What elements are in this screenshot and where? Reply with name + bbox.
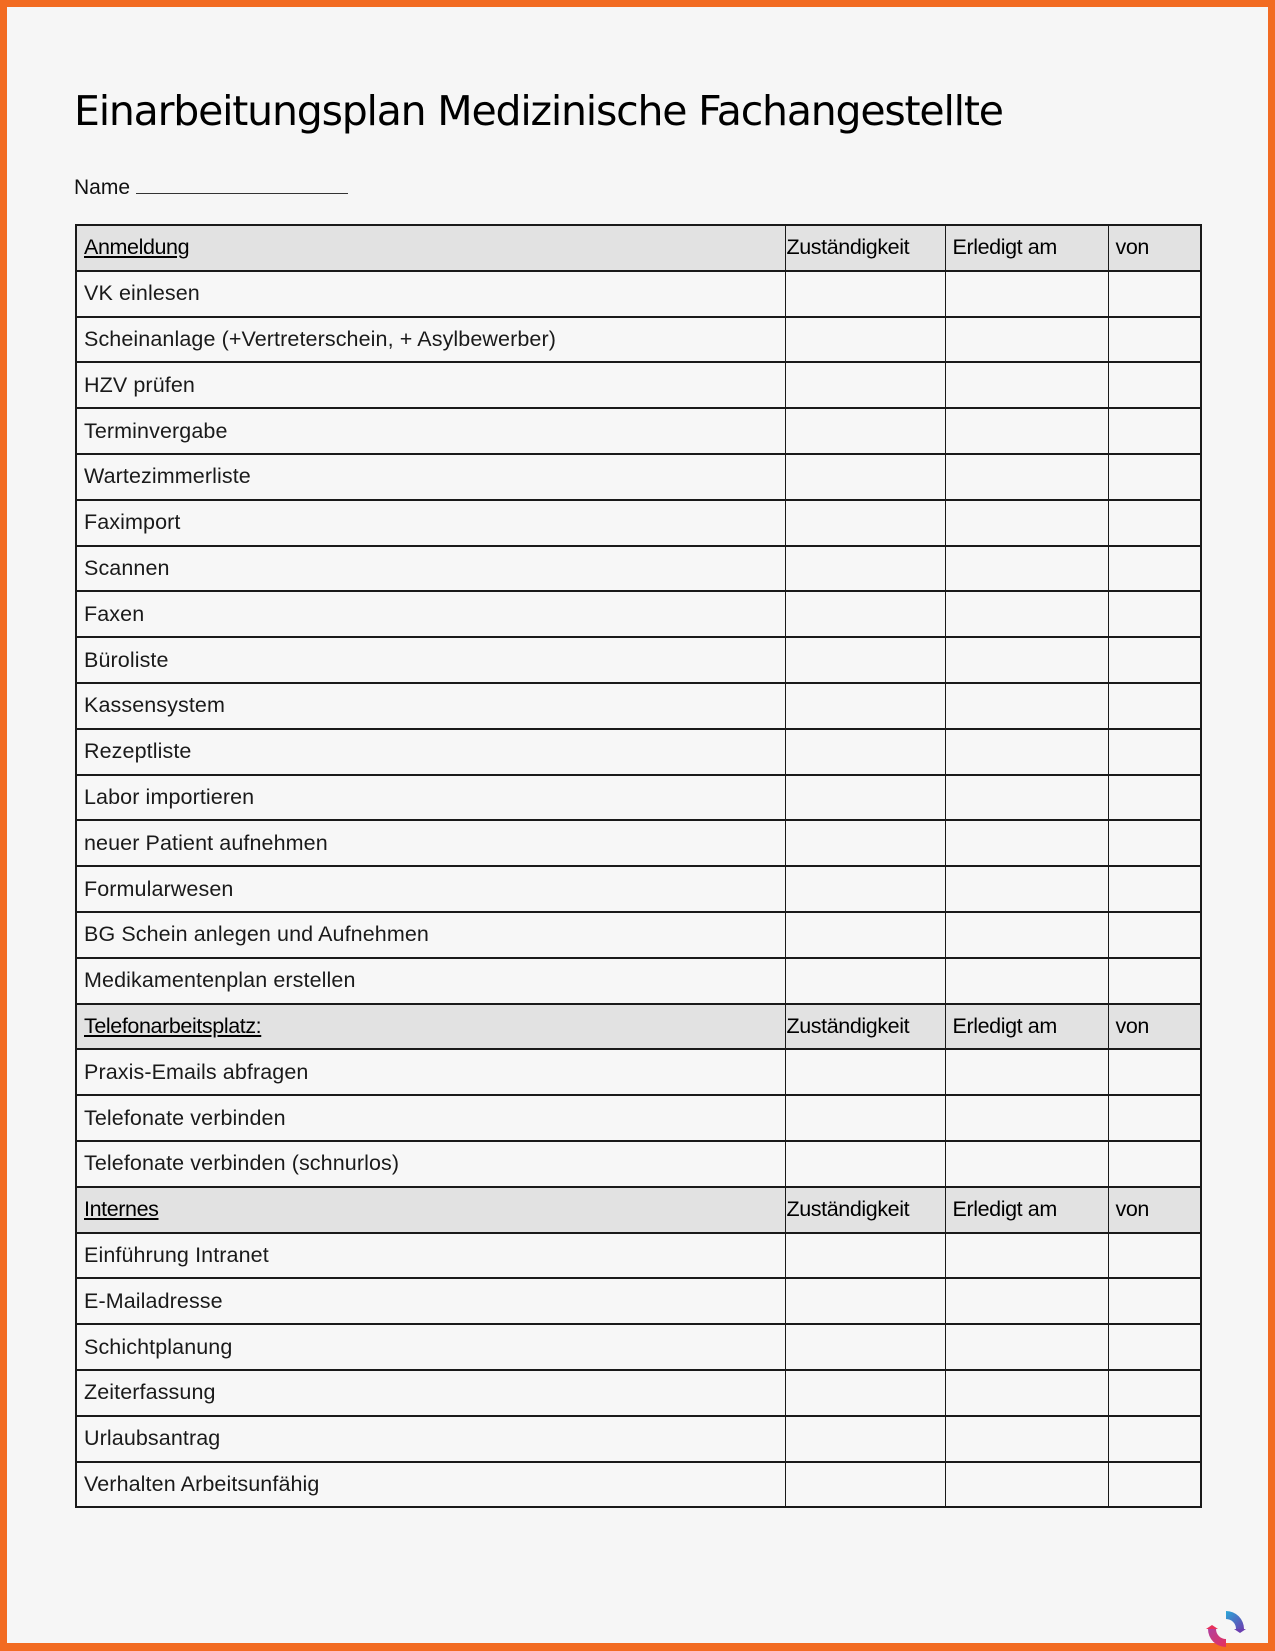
completed-by-cell[interactable] bbox=[1108, 866, 1201, 912]
responsibility-cell[interactable] bbox=[785, 1278, 945, 1324]
responsibility-cell[interactable] bbox=[785, 866, 945, 912]
table-row bbox=[76, 958, 1201, 1004]
section-header-row bbox=[76, 225, 1201, 271]
document-title: Einarbeitungsplan Medizinische Fachangestellte bbox=[74, 87, 1003, 135]
completed-date-cell[interactable] bbox=[945, 1141, 1108, 1187]
task-label: Faxen bbox=[76, 591, 785, 637]
completed-by-cell[interactable] bbox=[1108, 500, 1201, 546]
name-label: Name bbox=[74, 176, 131, 199]
completed-by-cell[interactable] bbox=[1108, 546, 1201, 592]
task-label: VK einlesen bbox=[76, 271, 785, 317]
table-row bbox=[76, 1141, 1201, 1187]
completed-by-cell[interactable] bbox=[1108, 591, 1201, 637]
responsibility-cell[interactable] bbox=[785, 500, 945, 546]
onboarding-table bbox=[75, 224, 1202, 1508]
task-label: Büroliste bbox=[76, 637, 785, 683]
task-label: E-Mailadresse bbox=[76, 1278, 785, 1324]
completed-by-cell[interactable] bbox=[1108, 729, 1201, 775]
table-row bbox=[76, 729, 1201, 775]
completed-date-cell[interactable] bbox=[945, 454, 1108, 500]
completed-by-cell[interactable] bbox=[1108, 1370, 1201, 1416]
completed-date-cell[interactable] bbox=[945, 1095, 1108, 1141]
completed-date-cell[interactable] bbox=[945, 271, 1108, 317]
section-heading: Anmeldung bbox=[76, 225, 785, 271]
task-label: neuer Patient aufnehmen bbox=[76, 820, 785, 866]
completed-date-cell[interactable] bbox=[945, 912, 1108, 958]
table-row bbox=[76, 500, 1201, 546]
task-label: Terminvergabe bbox=[76, 408, 785, 454]
table-row bbox=[76, 591, 1201, 637]
responsibility-cell[interactable] bbox=[785, 317, 945, 363]
task-label: Zeiterfassung bbox=[76, 1370, 785, 1416]
task-label: Verhalten Arbeitsunfähig bbox=[76, 1462, 785, 1508]
completed-by-cell[interactable] bbox=[1108, 775, 1201, 821]
responsibility-cell[interactable] bbox=[785, 454, 945, 500]
table-row bbox=[76, 1278, 1201, 1324]
section-heading: Telefonarbeitsplatz: bbox=[76, 1004, 785, 1050]
table-row bbox=[76, 271, 1201, 317]
task-label: Formularwesen bbox=[76, 866, 785, 912]
column-header-erledigt-am: Erledigt am bbox=[945, 225, 1108, 271]
completed-by-cell[interactable] bbox=[1108, 454, 1201, 500]
task-label: Rezeptliste bbox=[76, 729, 785, 775]
completed-date-cell[interactable] bbox=[945, 1049, 1108, 1095]
task-label: Telefonate verbinden bbox=[76, 1095, 785, 1141]
section-header-row bbox=[76, 1004, 1201, 1050]
task-label: Medikamentenplan erstellen bbox=[76, 958, 785, 1004]
table-row bbox=[76, 1095, 1201, 1141]
completed-by-cell[interactable] bbox=[1108, 958, 1201, 1004]
completed-date-cell[interactable] bbox=[945, 866, 1108, 912]
table-row bbox=[76, 408, 1201, 454]
completed-date-cell[interactable] bbox=[945, 591, 1108, 637]
table-row bbox=[76, 362, 1201, 408]
completed-date-cell[interactable] bbox=[945, 637, 1108, 683]
table-row bbox=[76, 866, 1201, 912]
responsibility-cell[interactable] bbox=[785, 546, 945, 592]
responsibility-cell[interactable] bbox=[785, 912, 945, 958]
table-row bbox=[76, 820, 1201, 866]
completed-date-cell[interactable] bbox=[945, 500, 1108, 546]
section-heading: Internes bbox=[76, 1187, 785, 1233]
completed-by-cell[interactable] bbox=[1108, 362, 1201, 408]
table-row bbox=[76, 1324, 1201, 1370]
responsibility-cell[interactable] bbox=[785, 1416, 945, 1462]
table-row bbox=[76, 912, 1201, 958]
column-header-von: von bbox=[1108, 1187, 1201, 1233]
completed-by-cell[interactable] bbox=[1108, 1416, 1201, 1462]
column-header-zustaendigkeit: Zuständigkeit bbox=[785, 225, 945, 271]
column-header-von: von bbox=[1108, 225, 1201, 271]
table-row bbox=[76, 1370, 1201, 1416]
task-label: Labor importieren bbox=[76, 775, 785, 821]
completed-date-cell[interactable] bbox=[945, 1370, 1108, 1416]
completed-date-cell[interactable] bbox=[945, 729, 1108, 775]
document-page bbox=[7, 7, 1268, 1643]
completed-by-cell[interactable] bbox=[1108, 317, 1201, 363]
task-label: Scannen bbox=[76, 546, 785, 592]
table-row bbox=[76, 1462, 1201, 1508]
completed-by-cell[interactable] bbox=[1108, 1462, 1201, 1508]
completed-date-cell[interactable] bbox=[945, 683, 1108, 729]
section-header-row bbox=[76, 1187, 1201, 1233]
responsibility-cell[interactable] bbox=[785, 683, 945, 729]
responsibility-cell[interactable] bbox=[785, 1324, 945, 1370]
responsibility-cell[interactable] bbox=[785, 591, 945, 637]
completed-by-cell[interactable] bbox=[1108, 271, 1201, 317]
task-label: Einführung Intranet bbox=[76, 1233, 785, 1279]
completed-date-cell[interactable] bbox=[945, 1416, 1108, 1462]
responsibility-cell[interactable] bbox=[785, 1233, 945, 1279]
task-label: HZV prüfen bbox=[76, 362, 785, 408]
completed-by-cell[interactable] bbox=[1108, 408, 1201, 454]
completed-date-cell[interactable] bbox=[945, 1233, 1108, 1279]
completed-date-cell[interactable] bbox=[945, 1324, 1108, 1370]
task-label: Praxis-Emails abfragen bbox=[76, 1049, 785, 1095]
column-header-zustaendigkeit: Zuständigkeit bbox=[785, 1187, 945, 1233]
completed-date-cell[interactable] bbox=[945, 317, 1108, 363]
responsibility-cell[interactable] bbox=[785, 1370, 945, 1416]
table-row bbox=[76, 775, 1201, 821]
completed-by-cell[interactable] bbox=[1108, 637, 1201, 683]
completed-by-cell[interactable] bbox=[1108, 912, 1201, 958]
responsibility-cell[interactable] bbox=[785, 271, 945, 317]
responsibility-cell[interactable] bbox=[785, 408, 945, 454]
completed-by-cell[interactable] bbox=[1108, 1141, 1201, 1187]
responsibility-cell[interactable] bbox=[785, 958, 945, 1004]
task-label: BG Schein anlegen und Aufnehmen bbox=[76, 912, 785, 958]
completed-by-cell[interactable] bbox=[1108, 1233, 1201, 1279]
table-row bbox=[76, 683, 1201, 729]
responsibility-cell[interactable] bbox=[785, 1049, 945, 1095]
responsibility-cell[interactable] bbox=[785, 775, 945, 821]
table-row bbox=[76, 1416, 1201, 1462]
table-row bbox=[76, 546, 1201, 592]
table-body bbox=[76, 225, 1201, 1507]
task-label: Urlaubsantrag bbox=[76, 1416, 785, 1462]
table-row bbox=[76, 637, 1201, 683]
completed-by-cell[interactable] bbox=[1108, 1278, 1201, 1324]
responsibility-cell[interactable] bbox=[785, 1462, 945, 1508]
task-label: Faximport bbox=[76, 500, 785, 546]
completed-date-cell[interactable] bbox=[945, 362, 1108, 408]
responsibility-cell[interactable] bbox=[785, 820, 945, 866]
completed-date-cell[interactable] bbox=[945, 775, 1108, 821]
table-row bbox=[76, 454, 1201, 500]
completed-by-cell[interactable] bbox=[1108, 1049, 1201, 1095]
responsibility-cell[interactable] bbox=[785, 637, 945, 683]
completed-by-cell[interactable] bbox=[1108, 683, 1201, 729]
column-header-erledigt-am: Erledigt am bbox=[945, 1187, 1108, 1233]
completed-date-cell[interactable] bbox=[945, 1462, 1108, 1508]
task-label: Schichtplanung bbox=[76, 1324, 785, 1370]
column-header-erledigt-am: Erledigt am bbox=[945, 1004, 1108, 1050]
circular-arrows-logo-icon bbox=[1204, 1607, 1248, 1651]
completed-by-cell[interactable] bbox=[1108, 1324, 1201, 1370]
completed-by-cell[interactable] bbox=[1108, 1095, 1201, 1141]
completed-by-cell[interactable] bbox=[1108, 820, 1201, 866]
task-label: Scheinanlage (+Vertreterschein, + Asylbewerber) bbox=[76, 317, 785, 363]
completed-date-cell[interactable] bbox=[945, 546, 1108, 592]
task-label: Kassensystem bbox=[76, 683, 785, 729]
responsibility-cell[interactable] bbox=[785, 729, 945, 775]
completed-date-cell[interactable] bbox=[945, 408, 1108, 454]
table-row bbox=[76, 1049, 1201, 1095]
name-field bbox=[74, 173, 348, 200]
task-label: Wartezimmerliste bbox=[76, 454, 785, 500]
responsibility-cell[interactable] bbox=[785, 1141, 945, 1187]
completed-date-cell[interactable] bbox=[945, 958, 1108, 1004]
completed-date-cell[interactable] bbox=[945, 820, 1108, 866]
table-row bbox=[76, 317, 1201, 363]
column-header-zustaendigkeit: Zuständigkeit bbox=[785, 1004, 945, 1050]
column-header-von: von bbox=[1108, 1004, 1201, 1050]
completed-date-cell[interactable] bbox=[945, 1278, 1108, 1324]
table-row bbox=[76, 1233, 1201, 1279]
responsibility-cell[interactable] bbox=[785, 362, 945, 408]
name-blank-line[interactable] bbox=[136, 173, 348, 194]
responsibility-cell[interactable] bbox=[785, 1095, 945, 1141]
task-label: Telefonate verbinden (schnurlos) bbox=[76, 1141, 785, 1187]
